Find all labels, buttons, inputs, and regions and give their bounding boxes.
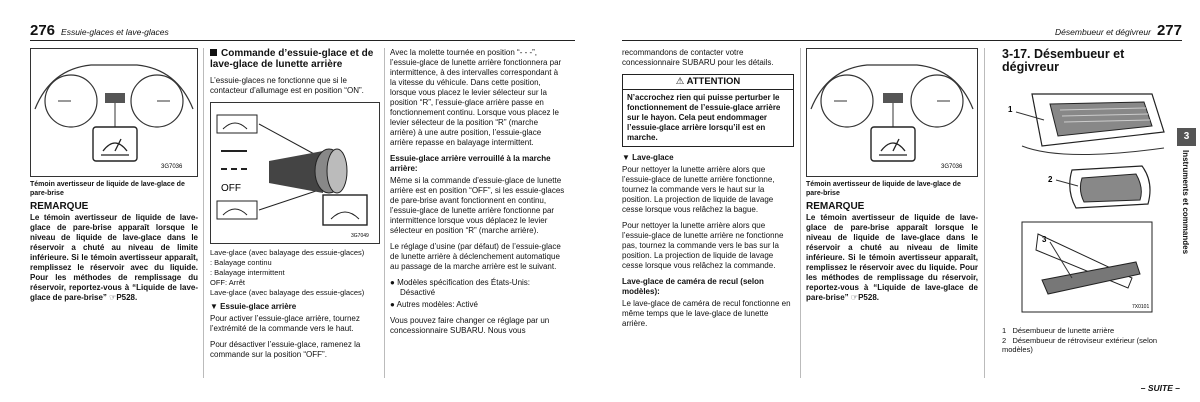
continued-footer: – SUITE – [1140, 383, 1180, 393]
paragraph: Vous pouvez faire changer ce réglage par un concessionnaire SUBARU. Nous vous [390, 316, 550, 335]
page-gutter [590, 0, 610, 402]
right-page-header [1055, 22, 1182, 39]
header-rule [30, 40, 575, 41]
rear-wiper-switch-figure [210, 102, 380, 244]
left-page [0, 0, 590, 402]
section-title-text: Commande d’essuie-glace et de lave-glace de lunette arrière [210, 48, 374, 70]
attention-header [623, 75, 793, 90]
subsection-title [210, 302, 380, 312]
paragraph: recommandons de contacter votre concessionnaire SUBARU pour les détails. [622, 48, 774, 67]
legend-number: 1 [1002, 326, 1007, 335]
section-intro: L’essuie-glaces ne fonctionne que si le contacteur d’allumage est en position “ON”. [210, 76, 364, 95]
callout-3: 3 [1042, 235, 1047, 244]
figure-caption: Témoin avertisseur de liquide de lave-glace de pare-brise [30, 181, 185, 197]
instrument-cluster-illustration [807, 49, 977, 174]
legend-item: Lave-glace (avec balayage des essuie-glaces) [210, 248, 365, 257]
page-number: 277 [1156, 22, 1182, 39]
chapter-title: 3-17. Désembueur et dégivreur [1002, 47, 1125, 74]
page-header-title: Désembueur et dégivreur [1055, 27, 1151, 37]
subsection-title-text: Lave-glace [632, 153, 674, 162]
header-rule [622, 40, 1182, 41]
legend-number: 2 [1002, 336, 1007, 345]
page-number: 276 [30, 22, 56, 39]
paragraph: Pour nettoyer la lunette arrière alors que l’essuie-glace de lunette arrière fonctionne, tournez la commande vers le haut sur la position. La projection de liquide de lavage cesse lorsque vous relâchez la bague. [622, 165, 775, 214]
paragraph: Pour activer l’essuie-glace arrière, tournez l’extrémité de la commande vers le haut. [210, 314, 360, 333]
paragraph: Pour nettoyer la lunette arrière alors que l’essuie-glace de lunette arrière ne fonctionne pas, tournez la commande vers le bas sur la position. La projection de liquide de lavage cesse lorsque vous relâchez la commande. [622, 221, 784, 270]
remark-text: Le témoin avertisseur de liquide de lave-glace de pare-brise apparaît lorsque le niveau de liquide de lave-glace dans le réservoir a chuté au niveau de limite inférieure. Si le témoin avertisseur apparaît, remplissez le réservoir avec du liquide. Pour les méthodes de remplissage du réservoir, reportez-vous à “Liquide de lave-glace de pare-brise” ☞P528. [806, 213, 978, 302]
chapter-tab-label [1177, 150, 1196, 300]
subsection-title-text: Essuie-glace arrière [220, 302, 297, 311]
paragraph: Le réglage d’usine (par défaut) de l’essuie-glace de lunette arrière à déclenchement automatique au passage de la marche arrière est le suivant. [390, 242, 561, 271]
wiper-switch-illustration [211, 103, 379, 241]
paragraph: Même si la commande d’essuie-glace de lunette arrière est en position “OFF”, si les essuie-glaces de pare-brise avant fonctionnent en continu, l’essuie-glace de lunette arrière fonctionne par intermittence lorsque vous déplacez le levier sélecteur en position “R” (marche arrière). [390, 176, 565, 235]
chapter-tab-number: 3 [1177, 128, 1196, 146]
instrument-cluster-illustration [31, 49, 197, 174]
figure-code: 3G7036 [161, 164, 183, 170]
callout-2: 2 [1048, 175, 1053, 184]
paragraph: Pour désactiver l’essuie-glace, ramenez la commande sur la position “OFF”. [210, 340, 361, 359]
column-divider [384, 48, 385, 378]
left-col-3 [390, 48, 565, 342]
left-col-2 [210, 48, 380, 366]
legend-item [1002, 336, 1170, 354]
legend-item: Lave-glace (avec balayage des essuie-glaces) [210, 288, 365, 297]
switch-off-label: OFF [221, 183, 241, 194]
defroster-illustration [1002, 82, 1170, 322]
attention-box [622, 74, 794, 147]
figure-code: 7X0101 [1132, 304, 1150, 310]
left-col-1 [30, 48, 198, 303]
legend-item [1002, 326, 1170, 335]
subsection-heading: Lave-glace de caméra de recul (selon modèles): [622, 277, 764, 296]
right-col-2 [806, 48, 978, 303]
right-col-1 [622, 48, 794, 335]
section-square-icon [210, 49, 217, 56]
paragraph: Avec la molette tournée en position “- - -”, l’essuie-glace de lunette arrière fonctionnera par intermittence, à des intervalles correspondant à la vitesse du véhicule. Dans cette position, lorsque vous placez le levier sélecteur sur la position “R”, l’essuie-glace arrière passe en fonctionnement continu. Lorsque vous placez le levier sélecteur de la position “R” (marche arrière) à une autre position, l’essuie-glace arrière repasse en balayage intermittent. [390, 48, 562, 147]
section-title-rear-wiper [210, 48, 380, 70]
warning-triangle-icon: ⚠ [675, 76, 685, 87]
subsection-heading: Essuie-glace arrière verrouillé à la marche arrière: [390, 154, 551, 173]
washer-warning-figure [806, 48, 978, 177]
page-header-title: Essuie-glaces et lave-glaces [61, 27, 169, 37]
legend-text: Désembueur de lunette arrière [1012, 326, 1115, 335]
bullet-text: Modèles spécification des États-Unis: Désactivé [397, 278, 531, 297]
remark-title: REMARQUE [30, 201, 89, 212]
legend-text: Désembueur de rétroviseur extérieur (selon modèles) [1002, 336, 1158, 354]
bullet-text: Autres modèles: Activé [396, 300, 478, 309]
switch-legend [210, 248, 380, 297]
triangle-down-icon: ▼ [210, 302, 218, 311]
defroster-legend [1002, 326, 1170, 354]
callout-1: 1 [1008, 105, 1013, 114]
legend-item: : Balayage intermittent [210, 268, 285, 277]
washer-warning-figure [30, 48, 198, 177]
bullet-item: ● Autres modèles: Activé [390, 300, 478, 309]
right-page [610, 0, 1200, 402]
defroster-figure [1002, 82, 1170, 322]
chapter-tab-label-text: Instruments et commandes [1181, 150, 1190, 255]
left-page-header [30, 22, 169, 39]
figure-code: 3G7049 [351, 233, 369, 239]
column-divider [203, 48, 204, 378]
bullet-item: ● Modèles spécification des États-Unis: Désactivé [390, 278, 531, 297]
paragraph: Le lave-glace de caméra de recul fonctionne en même temps que le lave-glace de lunette arrière. [622, 299, 791, 328]
figure-code: 3G7036 [941, 164, 963, 170]
triangle-down-icon: ▼ [622, 153, 630, 162]
legend-item: OFF: Arrêt [210, 278, 246, 287]
column-divider [800, 48, 801, 378]
remark-text: Le témoin avertisseur de liquide de lave-glace de pare-brise apparaît lorsque le niveau de liquide de lave-glace dans le réservoir a chuté au niveau de limite inférieure. Si le témoin avertisseur apparaît, remplissez le réservoir avec du liquide. Pour les méthodes de remplissage du réservoir, reportez-vous à “Liquide de lave-glace de pare-brise” ☞P528. [30, 213, 198, 302]
column-divider [984, 48, 985, 378]
attention-title: ATTENTION [686, 76, 741, 87]
subsection-title [622, 153, 794, 163]
legend-item: : Balayage continu [210, 258, 272, 267]
remark-title: REMARQUE [806, 201, 865, 212]
right-col-3 [1002, 48, 1170, 355]
attention-text: N’accrochez rien qui puisse perturber le fonctionnement de l’essuie-glace arrière sur le hayon. Cela peut endommager l’essuie-glace arrière lorsqu’il est en marche. [627, 93, 781, 142]
figure-caption: Témoin avertisseur de liquide de lave-glace de pare-brise [806, 181, 961, 197]
